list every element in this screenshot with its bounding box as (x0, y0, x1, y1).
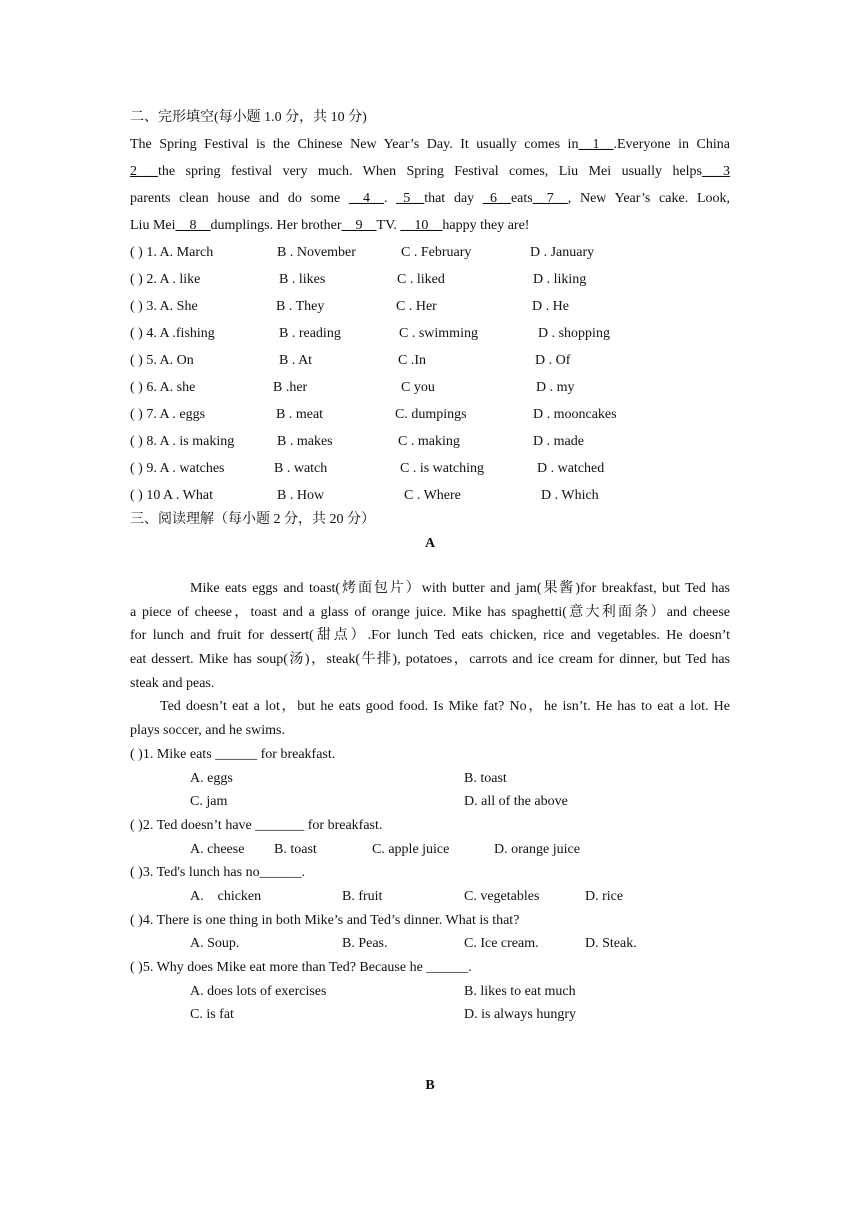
passage-a-line-5: steak and peas. (130, 676, 215, 691)
option-a: A. does lots of exercises (190, 984, 327, 999)
blank-9: __9__ (341, 218, 377, 233)
section-heading-cloze: 二、完形填空(每小题 1.0 分，共 10 分) (130, 110, 367, 125)
option-c: C. is fat (190, 1007, 234, 1022)
option-b: B. Peas. (342, 936, 388, 951)
blank-7: __7__ (532, 191, 568, 206)
option-b: B. toast (274, 842, 317, 857)
blank-10: __10__ (400, 218, 443, 233)
cloze-passage-line-4: Liu Mei__8__dumplings. Her brother__9__TV. __10__happy they are! (130, 218, 530, 233)
option-d: D. all of the above (464, 794, 568, 809)
option-c: C. apple juice (372, 842, 450, 857)
blank-6: _6__ (482, 191, 511, 206)
option-b: B. likes to eat much (464, 984, 576, 999)
passage-a-line-6: Ted doesn’t eat a lot，but he eats good food. Is Mike fat? No，he isn’t. He has to eat a lot. He (160, 699, 730, 714)
passage-a-line-3: for lunch and fruit for dessert(甜点）.For lunch Ted eats chicken, rice and vegetables. He doesn’t (130, 628, 730, 643)
passage-a-line-2: a piece of cheese，toast and a glass of orange juice. Mike has spaghetti(意大利面条）and cheese (130, 605, 730, 620)
option-c: C. vegetables (464, 889, 540, 904)
cloze-passage-line-1: The Spring Festival is the Chinese New Year’s Day. It usually comes in__1__.Everyone in China (130, 137, 730, 152)
option-d: D. rice (585, 889, 624, 904)
option-d: D. is always hungry (464, 1007, 576, 1022)
option-a: A. chicken (190, 889, 262, 904)
option-a: A. eggs (190, 771, 233, 786)
blank-1: __1__ (578, 137, 614, 152)
blank-8: __8__ (175, 218, 211, 233)
option-a: A. cheese (190, 842, 245, 857)
cloze-passage-line-2: 2___the spring festival very much. When Spring Festival comes, Liu Mei usually helps___3 (130, 164, 730, 179)
option-d: D. Steak. (585, 936, 637, 951)
option-b: B. fruit (342, 889, 383, 904)
passage-a-line-7: plays soccer, and he swims. (130, 723, 285, 738)
option-c: C. Ice cream. (464, 936, 539, 951)
passage-b-title: B (425, 1078, 435, 1093)
passage-a-title: A (424, 536, 436, 551)
passage-a-line-1: Mike eats eggs and toast(烤面包片）with butter and jam(果酱)for breakfast, but Ted has (190, 581, 730, 596)
option-c: C. jam (190, 794, 228, 809)
option-a: A. Soup. (190, 936, 240, 951)
passage-a-line-4: eat dessert. Mike has soup(汤)，steak(牛排), potatoes，carrots and ice cream for dinner, but Ted has (130, 652, 730, 667)
blank-3: ___3 (702, 164, 730, 179)
document-page: 二、完形填空(每小题 1.0 分，共 10 分) The Spring Festival is the Chinese New Year’s Day. It usually comes in__1__.Everyone in China 2___the spring festival very much. When Spring Festival comes, Liu Mei usually helps___3 parents clean house and do some __4__. _5__that day _6__eats__7__, New Year’s cake. Look, Liu Mei__8__dumplings. Her brother__9__TV. __10__happy they are! ( ) 1. A. March B . November C . February D . January ( ) 2. A . like B . likes C . liked D . liking ( ) 3. A. She B . They C . Her D . He ( ) 4. A .fishing B . reading C . swimming D . shopping ( ) 5. A. On B . At C .In D . Of ( ) 6. A. she B .her C you D . my ( ) 7. A . eggs B . meat C. dumpings D . mooncakes ( ) 8. A . is making B . makes C . making D . made ( ) 9. A . watches B . watch C . is watching D . watched ( ) 10 A . What B . How C . Where D . Which 三、阅读理解（每小题 2 分，共 20 分） A Mike eats eggs and toast(烤面包片）with butter and jam(果酱)for breakfast, but Ted has a piece of cheese，toast and a glass of orange juice. Mike has spaghetti(意大利面条）and cheese for lunch and fruit for dessert(甜点）.For lunch Ted eats chicken, rice and vegetables. He doesn’t eat dessert. Mike has soup(汤)，steak(牛排), potatoes，carrots and ice cream for dinner, but Ted has steak and peas. Ted doesn’t eat a lot，but he eats good food. Is Mike fat? No，he isn’t. He has to eat a lot. He plays soccer, and he swims. ( )1. Mike eats ______ for breakfast. A. eggs B. toast C. jam D. all of the above ( )2. Ted doesn’t have _______ for breakfast. A. cheese B. toast C. apple juice D. orange juice ( )3. Ted's lunch has no______. A. chicken B. fruit C. vegetables D. rice ( )4. There is one thing in both Mike’s and Ted’s dinner. What is that? A. Soup. B. Peas. C. Ice cream. D. Steak. ( )5. Why does Mike eat more than Ted? Because he ______. A. does lots of exercises B. likes to eat much C. is fat D. is always hungry B (0, 0, 860, 1216)
cloze-passage-line-3: parents clean house and do some __4__. _5__that day _6__eats__7__, New Year’s cake. Look, (130, 191, 731, 206)
section-heading-reading: 三、阅读理解（每小题 2 分，共 20 分） (130, 512, 375, 527)
blank-4: __4__ (348, 191, 384, 206)
option-b: B. toast (464, 771, 507, 786)
blank-2: 2 (130, 164, 137, 179)
option-d: D. orange juice (494, 842, 580, 857)
blank-5: _5__ (396, 191, 425, 206)
